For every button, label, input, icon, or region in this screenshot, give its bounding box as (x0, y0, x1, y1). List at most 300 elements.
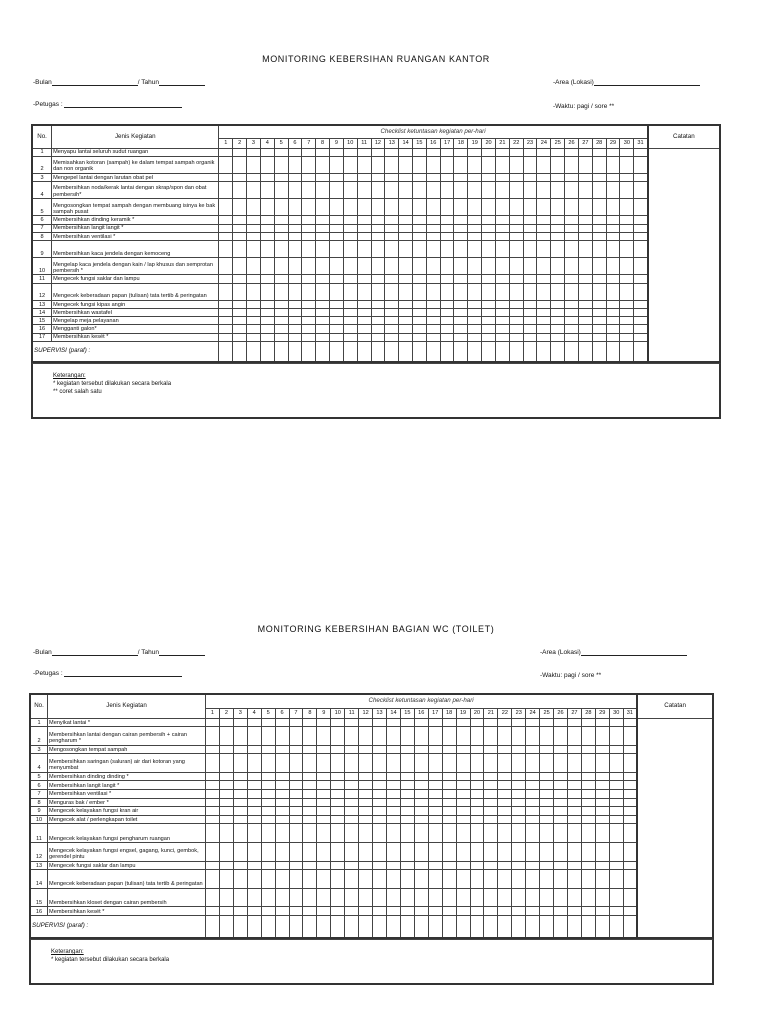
checkbox-cell[interactable] (386, 772, 400, 781)
checkbox-cell[interactable] (275, 815, 289, 824)
checkbox-cell[interactable] (526, 870, 540, 889)
paraf-cell[interactable] (386, 916, 400, 938)
paraf-cell[interactable] (567, 916, 581, 938)
checkbox-cell[interactable] (359, 870, 373, 889)
checkbox-cell[interactable] (537, 224, 551, 232)
checkbox-cell[interactable] (526, 798, 540, 807)
checkbox-cell[interactable] (551, 216, 565, 224)
checkbox-cell[interactable] (303, 907, 317, 916)
checkbox-cell[interactable] (357, 224, 371, 232)
checkbox-cell[interactable] (331, 870, 345, 889)
checkbox-cell[interactable] (260, 308, 274, 316)
checkbox-cell[interactable] (233, 727, 247, 746)
checkbox-cell[interactable] (260, 232, 274, 240)
checkbox-cell[interactable] (523, 333, 537, 341)
checkbox-cell[interactable] (468, 173, 482, 181)
checkbox-cell[interactable] (371, 241, 385, 258)
checkbox-cell[interactable] (578, 308, 592, 316)
checkbox-cell[interactable] (578, 241, 592, 258)
checkbox-cell[interactable] (609, 772, 623, 781)
checkbox-cell[interactable] (470, 861, 484, 870)
checkbox-cell[interactable] (554, 815, 568, 824)
checkbox-cell[interactable] (247, 308, 261, 316)
checkbox-cell[interactable] (233, 199, 247, 216)
checkbox-cell[interactable] (219, 283, 233, 300)
checkbox-cell[interactable] (288, 325, 302, 333)
checkbox-cell[interactable] (316, 300, 330, 308)
checkbox-cell[interactable] (414, 907, 428, 916)
checkbox-cell[interactable] (567, 861, 581, 870)
checkbox-cell[interactable] (484, 772, 498, 781)
checkbox-cell[interactable] (371, 173, 385, 181)
paraf-cell[interactable] (357, 341, 371, 362)
checkbox-cell[interactable] (261, 754, 275, 773)
checkbox-cell[interactable] (565, 317, 579, 325)
checkbox-cell[interactable] (540, 824, 554, 843)
checkbox-cell[interactable] (343, 199, 357, 216)
notes-cell[interactable] (637, 718, 713, 938)
checkbox-cell[interactable] (428, 824, 442, 843)
checkbox-cell[interactable] (343, 148, 357, 156)
checkbox-cell[interactable] (609, 870, 623, 889)
checkbox-cell[interactable] (498, 745, 512, 754)
checkbox-cell[interactable] (495, 258, 509, 275)
checkbox-cell[interactable] (400, 745, 414, 754)
checkbox-cell[interactable] (537, 241, 551, 258)
checkbox-cell[interactable] (567, 824, 581, 843)
paraf-cell[interactable] (275, 916, 289, 938)
checkbox-cell[interactable] (206, 727, 220, 746)
checkbox-cell[interactable] (330, 173, 344, 181)
checkbox-cell[interactable] (343, 173, 357, 181)
checkbox-cell[interactable] (219, 815, 233, 824)
checkbox-cell[interactable] (414, 870, 428, 889)
checkbox-cell[interactable] (400, 798, 414, 807)
checkbox-cell[interactable] (233, 790, 247, 799)
checkbox-cell[interactable] (219, 754, 233, 773)
checkbox-cell[interactable] (261, 907, 275, 916)
checkbox-cell[interactable] (523, 156, 537, 173)
checkbox-cell[interactable] (261, 888, 275, 907)
checkbox-cell[interactable] (498, 907, 512, 916)
checkbox-cell[interactable] (565, 224, 579, 232)
checkbox-cell[interactable] (440, 317, 454, 325)
waktu-field[interactable]: -Waktu: pagi / sore ** (540, 672, 602, 679)
checkbox-cell[interactable] (343, 156, 357, 173)
checkbox-cell[interactable] (428, 754, 442, 773)
checkbox-cell[interactable] (565, 300, 579, 308)
checkbox-cell[interactable] (274, 224, 288, 232)
checkbox-cell[interactable] (495, 317, 509, 325)
checkbox-cell[interactable] (357, 283, 371, 300)
checkbox-cell[interactable] (343, 241, 357, 258)
checkbox-cell[interactable] (581, 888, 595, 907)
checkbox-cell[interactable] (498, 824, 512, 843)
checkbox-cell[interactable] (428, 718, 442, 727)
checkbox-cell[interactable] (343, 275, 357, 283)
checkbox-cell[interactable] (359, 888, 373, 907)
checkbox-cell[interactable] (317, 781, 331, 790)
checkbox-cell[interactable] (275, 727, 289, 746)
checkbox-cell[interactable] (551, 173, 565, 181)
checkbox-cell[interactable] (609, 718, 623, 727)
checkbox-cell[interactable] (567, 745, 581, 754)
checkbox-cell[interactable] (537, 258, 551, 275)
checkbox-cell[interactable] (219, 798, 233, 807)
paraf-cell[interactable] (303, 916, 317, 938)
checkbox-cell[interactable] (426, 148, 440, 156)
checkbox-cell[interactable] (233, 754, 247, 773)
checkbox-cell[interactable] (454, 199, 468, 216)
checkbox-cell[interactable] (386, 824, 400, 843)
checkbox-cell[interactable] (357, 258, 371, 275)
checkbox-cell[interactable] (331, 807, 345, 816)
checkbox-cell[interactable] (331, 815, 345, 824)
checkbox-cell[interactable] (484, 824, 498, 843)
checkbox-cell[interactable] (233, 275, 247, 283)
checkbox-cell[interactable] (526, 745, 540, 754)
checkbox-cell[interactable] (357, 156, 371, 173)
checkbox-cell[interactable] (634, 283, 648, 300)
checkbox-cell[interactable] (426, 300, 440, 308)
checkbox-cell[interactable] (482, 333, 496, 341)
checkbox-cell[interactable] (454, 333, 468, 341)
checkbox-cell[interactable] (343, 283, 357, 300)
checkbox-cell[interactable] (233, 241, 247, 258)
checkbox-cell[interactable] (498, 727, 512, 746)
checkbox-cell[interactable] (371, 258, 385, 275)
checkbox-cell[interactable] (523, 317, 537, 325)
checkbox-cell[interactable] (331, 861, 345, 870)
checkbox-cell[interactable] (289, 843, 303, 862)
checkbox-cell[interactable] (414, 798, 428, 807)
checkbox-cell[interactable] (371, 275, 385, 283)
checkbox-cell[interactable] (303, 718, 317, 727)
checkbox-cell[interactable] (206, 798, 220, 807)
checkbox-cell[interactable] (373, 888, 387, 907)
checkbox-cell[interactable] (470, 870, 484, 889)
checkbox-cell[interactable] (567, 807, 581, 816)
checkbox-cell[interactable] (331, 745, 345, 754)
checkbox-cell[interactable] (247, 754, 261, 773)
checkbox-cell[interactable] (609, 861, 623, 870)
checkbox-cell[interactable] (343, 232, 357, 240)
checkbox-cell[interactable] (261, 815, 275, 824)
checkbox-cell[interactable] (371, 300, 385, 308)
checkbox-cell[interactable] (233, 148, 247, 156)
checkbox-cell[interactable] (317, 907, 331, 916)
checkbox-cell[interactable] (345, 790, 359, 799)
checkbox-cell[interactable] (385, 308, 399, 316)
checkbox-cell[interactable] (620, 156, 634, 173)
checkbox-cell[interactable] (302, 232, 316, 240)
checkbox-cell[interactable] (554, 745, 568, 754)
checkbox-cell[interactable] (302, 173, 316, 181)
checkbox-cell[interactable] (609, 815, 623, 824)
checkbox-cell[interactable] (454, 275, 468, 283)
checkbox-cell[interactable] (330, 182, 344, 199)
checkbox-cell[interactable] (261, 870, 275, 889)
checkbox-cell[interactable] (206, 815, 220, 824)
checkbox-cell[interactable] (373, 807, 387, 816)
paraf-cell[interactable] (592, 341, 606, 362)
checkbox-cell[interactable] (345, 907, 359, 916)
checkbox-cell[interactable] (414, 815, 428, 824)
checkbox-cell[interactable] (565, 173, 579, 181)
checkbox-cell[interactable] (581, 807, 595, 816)
checkbox-cell[interactable] (399, 283, 413, 300)
checkbox-cell[interactable] (595, 807, 609, 816)
checkbox-cell[interactable] (456, 798, 470, 807)
paraf-cell[interactable] (606, 341, 620, 362)
checkbox-cell[interactable] (595, 790, 609, 799)
checkbox-cell[interactable] (578, 148, 592, 156)
checkbox-cell[interactable] (386, 861, 400, 870)
checkbox-cell[interactable] (400, 754, 414, 773)
checkbox-cell[interactable] (495, 300, 509, 308)
checkbox-cell[interactable] (523, 325, 537, 333)
checkbox-cell[interactable] (526, 790, 540, 799)
checkbox-cell[interactable] (399, 275, 413, 283)
checkbox-cell[interactable] (609, 888, 623, 907)
checkbox-cell[interactable] (551, 241, 565, 258)
checkbox-cell[interactable] (442, 754, 456, 773)
checkbox-cell[interactable] (512, 843, 526, 862)
checkbox-cell[interactable] (316, 216, 330, 224)
checkbox-cell[interactable] (540, 781, 554, 790)
paraf-cell[interactable] (247, 341, 261, 362)
checkbox-cell[interactable] (373, 745, 387, 754)
checkbox-cell[interactable] (512, 798, 526, 807)
checkbox-cell[interactable] (303, 815, 317, 824)
checkbox-cell[interactable] (509, 216, 523, 224)
checkbox-cell[interactable] (537, 333, 551, 341)
checkbox-cell[interactable] (399, 199, 413, 216)
checkbox-cell[interactable] (343, 258, 357, 275)
checkbox-cell[interactable] (634, 241, 648, 258)
checkbox-cell[interactable] (331, 843, 345, 862)
paraf-cell[interactable] (468, 341, 482, 362)
checkbox-cell[interactable] (317, 861, 331, 870)
checkbox-cell[interactable] (345, 824, 359, 843)
checkbox-cell[interactable] (330, 283, 344, 300)
checkbox-cell[interactable] (233, 870, 247, 889)
checkbox-cell[interactable] (247, 824, 261, 843)
checkbox-cell[interactable] (581, 754, 595, 773)
checkbox-cell[interactable] (634, 148, 648, 156)
checkbox-cell[interactable] (317, 807, 331, 816)
checkbox-cell[interactable] (247, 781, 261, 790)
checkbox-cell[interactable] (592, 258, 606, 275)
area-field[interactable]: -Area (Lokasi) (540, 648, 687, 656)
checkbox-cell[interactable] (581, 843, 595, 862)
checkbox-cell[interactable] (303, 843, 317, 862)
checkbox-cell[interactable] (554, 807, 568, 816)
checkbox-cell[interactable] (581, 745, 595, 754)
checkbox-cell[interactable] (274, 182, 288, 199)
checkbox-cell[interactable] (523, 199, 537, 216)
checkbox-cell[interactable] (274, 241, 288, 258)
checkbox-cell[interactable] (331, 718, 345, 727)
checkbox-cell[interactable] (620, 300, 634, 308)
checkbox-cell[interactable] (470, 754, 484, 773)
checkbox-cell[interactable] (288, 182, 302, 199)
checkbox-cell[interactable] (219, 824, 233, 843)
checkbox-cell[interactable] (330, 232, 344, 240)
checkbox-cell[interactable] (373, 772, 387, 781)
checkbox-cell[interactable] (620, 216, 634, 224)
checkbox-cell[interactable] (454, 224, 468, 232)
checkbox-cell[interactable] (540, 807, 554, 816)
checkbox-cell[interactable] (454, 156, 468, 173)
checkbox-cell[interactable] (414, 781, 428, 790)
checkbox-cell[interactable] (386, 790, 400, 799)
checkbox-cell[interactable] (303, 807, 317, 816)
checkbox-cell[interactable] (386, 745, 400, 754)
checkbox-cell[interactable] (330, 224, 344, 232)
checkbox-cell[interactable] (523, 173, 537, 181)
checkbox-cell[interactable] (426, 241, 440, 258)
checkbox-cell[interactable] (317, 888, 331, 907)
checkbox-cell[interactable] (456, 727, 470, 746)
checkbox-cell[interactable] (302, 199, 316, 216)
checkbox-cell[interactable] (470, 807, 484, 816)
checkbox-cell[interactable] (428, 861, 442, 870)
checkbox-cell[interactable] (233, 888, 247, 907)
checkbox-cell[interactable] (302, 283, 316, 300)
checkbox-cell[interactable] (484, 907, 498, 916)
checkbox-cell[interactable] (592, 199, 606, 216)
checkbox-cell[interactable] (526, 888, 540, 907)
checkbox-cell[interactable] (512, 754, 526, 773)
checkbox-cell[interactable] (512, 907, 526, 916)
checkbox-cell[interactable] (331, 754, 345, 773)
checkbox-cell[interactable] (289, 798, 303, 807)
checkbox-cell[interactable] (359, 807, 373, 816)
paraf-cell[interactable] (456, 916, 470, 938)
checkbox-cell[interactable] (482, 241, 496, 258)
paraf-cell[interactable] (426, 341, 440, 362)
checkbox-cell[interactable] (495, 199, 509, 216)
checkbox-cell[interactable] (567, 907, 581, 916)
checkbox-cell[interactable] (247, 907, 261, 916)
checkbox-cell[interactable] (359, 824, 373, 843)
checkbox-cell[interactable] (247, 224, 261, 232)
checkbox-cell[interactable] (456, 870, 470, 889)
checkbox-cell[interactable] (565, 333, 579, 341)
checkbox-cell[interactable] (634, 173, 648, 181)
checkbox-cell[interactable] (233, 798, 247, 807)
checkbox-cell[interactable] (567, 815, 581, 824)
checkbox-cell[interactable] (219, 156, 233, 173)
checkbox-cell[interactable] (288, 173, 302, 181)
checkbox-cell[interactable] (526, 815, 540, 824)
checkbox-cell[interactable] (526, 861, 540, 870)
checkbox-cell[interactable] (620, 317, 634, 325)
checkbox-cell[interactable] (219, 843, 233, 862)
checkbox-cell[interactable] (373, 781, 387, 790)
checkbox-cell[interactable] (484, 727, 498, 746)
checkbox-cell[interactable] (274, 275, 288, 283)
checkbox-cell[interactable] (385, 283, 399, 300)
checkbox-cell[interactable] (440, 258, 454, 275)
checkbox-cell[interactable] (565, 241, 579, 258)
checkbox-cell[interactable] (233, 224, 247, 232)
paraf-cell[interactable] (540, 916, 554, 938)
checkbox-cell[interactable] (512, 870, 526, 889)
checkbox-cell[interactable] (554, 870, 568, 889)
checkbox-cell[interactable] (581, 798, 595, 807)
checkbox-cell[interactable] (454, 173, 468, 181)
checkbox-cell[interactable] (526, 843, 540, 862)
checkbox-cell[interactable] (565, 156, 579, 173)
checkbox-cell[interactable] (495, 156, 509, 173)
checkbox-cell[interactable] (331, 824, 345, 843)
checkbox-cell[interactable] (537, 156, 551, 173)
checkbox-cell[interactable] (206, 861, 220, 870)
checkbox-cell[interactable] (540, 815, 554, 824)
checkbox-cell[interactable] (468, 232, 482, 240)
checkbox-cell[interactable] (442, 870, 456, 889)
checkbox-cell[interactable] (428, 772, 442, 781)
checkbox-cell[interactable] (359, 790, 373, 799)
checkbox-cell[interactable] (482, 283, 496, 300)
checkbox-cell[interactable] (554, 727, 568, 746)
checkbox-cell[interactable] (289, 815, 303, 824)
checkbox-cell[interactable] (578, 258, 592, 275)
checkbox-cell[interactable] (413, 308, 427, 316)
checkbox-cell[interactable] (554, 888, 568, 907)
checkbox-cell[interactable] (484, 807, 498, 816)
checkbox-cell[interactable] (373, 790, 387, 799)
checkbox-cell[interactable] (303, 790, 317, 799)
checkbox-cell[interactable] (371, 148, 385, 156)
checkbox-cell[interactable] (303, 745, 317, 754)
checkbox-cell[interactable] (288, 232, 302, 240)
checkbox-cell[interactable] (219, 807, 233, 816)
checkbox-cell[interactable] (592, 300, 606, 308)
notes-cell[interactable] (648, 148, 720, 362)
checkbox-cell[interactable] (373, 843, 387, 862)
checkbox-cell[interactable] (495, 148, 509, 156)
checkbox-cell[interactable] (359, 754, 373, 773)
checkbox-cell[interactable] (302, 241, 316, 258)
checkbox-cell[interactable] (482, 224, 496, 232)
checkbox-cell[interactable] (331, 727, 345, 746)
checkbox-cell[interactable] (581, 824, 595, 843)
checkbox-cell[interactable] (526, 907, 540, 916)
checkbox-cell[interactable] (260, 317, 274, 325)
checkbox-cell[interactable] (219, 258, 233, 275)
checkbox-cell[interactable] (303, 727, 317, 746)
checkbox-cell[interactable] (330, 325, 344, 333)
checkbox-cell[interactable] (482, 308, 496, 316)
paraf-cell[interactable] (371, 341, 385, 362)
checkbox-cell[interactable] (468, 317, 482, 325)
checkbox-cell[interactable] (275, 781, 289, 790)
checkbox-cell[interactable] (523, 216, 537, 224)
checkbox-cell[interactable] (428, 870, 442, 889)
checkbox-cell[interactable] (468, 258, 482, 275)
checkbox-cell[interactable] (428, 843, 442, 862)
checkbox-cell[interactable] (219, 317, 233, 325)
checkbox-cell[interactable] (275, 718, 289, 727)
checkbox-cell[interactable] (303, 798, 317, 807)
checkbox-cell[interactable] (233, 317, 247, 325)
checkbox-cell[interactable] (468, 283, 482, 300)
checkbox-cell[interactable] (247, 861, 261, 870)
paraf-cell[interactable] (302, 341, 316, 362)
